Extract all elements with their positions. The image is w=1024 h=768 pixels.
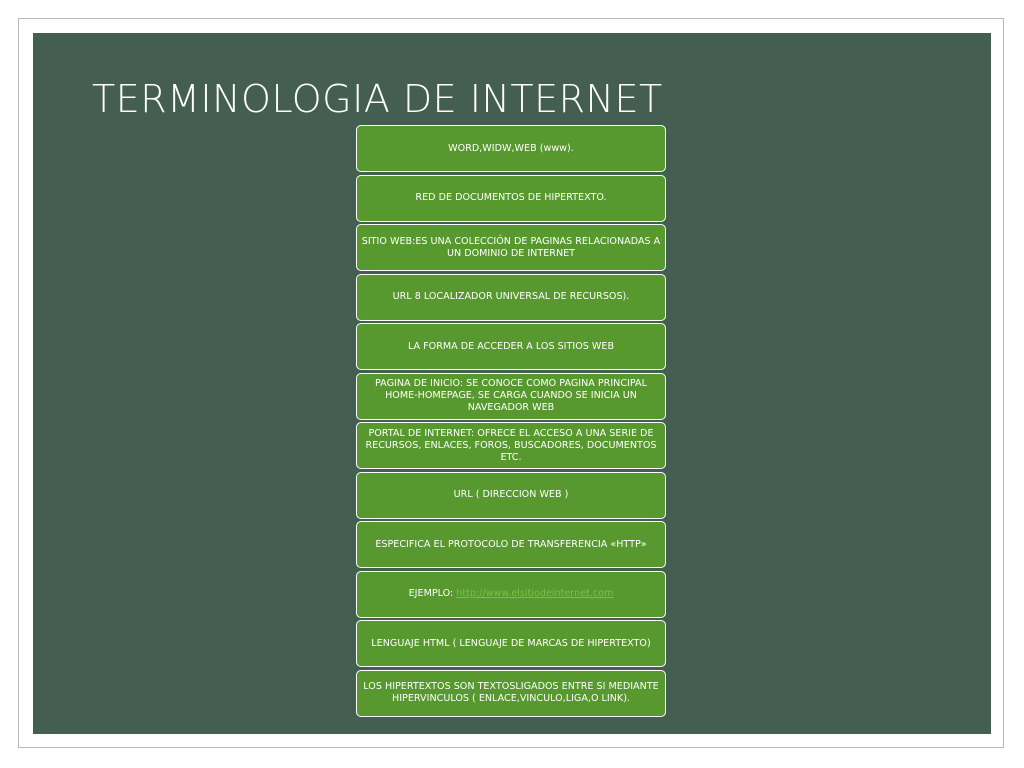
term-box-homepage: [356, 373, 666, 420]
term-box-url-definition: [356, 274, 666, 321]
term-box-text: LOS HIPERTEXTOS SON TEXTOSLIGADOS ENTRE SI MEDIANTE HIPERVINCULOS ( ENLACE,VINCULO,LIGA,O LINK).: [363, 681, 659, 704]
term-box-text: LENGUAJE HTML ( LENGUAJE DE MARCAS DE HIPERTEXTO): [371, 637, 651, 649]
term-box-text: PORTAL DE INTERNET: OFRECE EL ACCESO A UNA SERIE DE RECURSOS, ENLACES, FOROS, BUSCADORES, DOCUMENTOS ETC.: [365, 427, 657, 463]
term-box-protocol: [356, 521, 666, 568]
term-box-text: ESPECIFICA EL PROTOCOLO DE TRANSFERENCIA «HTTP»: [375, 538, 647, 550]
term-box-portal: [356, 422, 666, 469]
term-box-access: [356, 323, 666, 370]
example-link[interactable]: http://www.elsitiodeinternet.com: [456, 588, 614, 599]
term-box-url-address: [356, 472, 666, 519]
term-box-www: [356, 125, 666, 172]
slide: [33, 33, 991, 734]
term-box-text: WORD,WIDW,WEB (www).: [448, 142, 574, 154]
term-box-text: RED DE DOCUMENTOS DE HIPERTEXTO.: [415, 192, 607, 203]
term-box-example: [356, 571, 666, 618]
term-box-hypertexts: [356, 670, 666, 717]
term-box-text: LA FORMA DE ACCEDER A LOS SITIOS WEB: [407, 340, 615, 352]
term-box-text: SITIO WEB:ES UNA COLECCIÓN DE PAGINAS RELACIONADAS A UN DOMINIO DE INTERNET: [361, 235, 661, 259]
term-box-text: EJEMPLO:: [408, 588, 454, 599]
term-box-website: [356, 224, 666, 271]
term-box-text: URL 8 LOCALIZADOR UNIVERSAL DE RECURSOS).: [392, 291, 630, 302]
term-box-text: PAGINA DE INICIO: SE CONOCE COMO PAGINA PRINCIPAL HOME-HOMEPAGE, SE CARGA CUANDO SE INICIA UN NAVEGADOR WEB: [375, 378, 647, 413]
term-box-hypertext-network: [356, 175, 666, 222]
slide-title: TERMINOLOGIA DE INTERNET: [92, 77, 663, 121]
term-box-html: [356, 620, 666, 667]
term-box-text: URL ( DIRECCION WEB ): [453, 489, 569, 500]
